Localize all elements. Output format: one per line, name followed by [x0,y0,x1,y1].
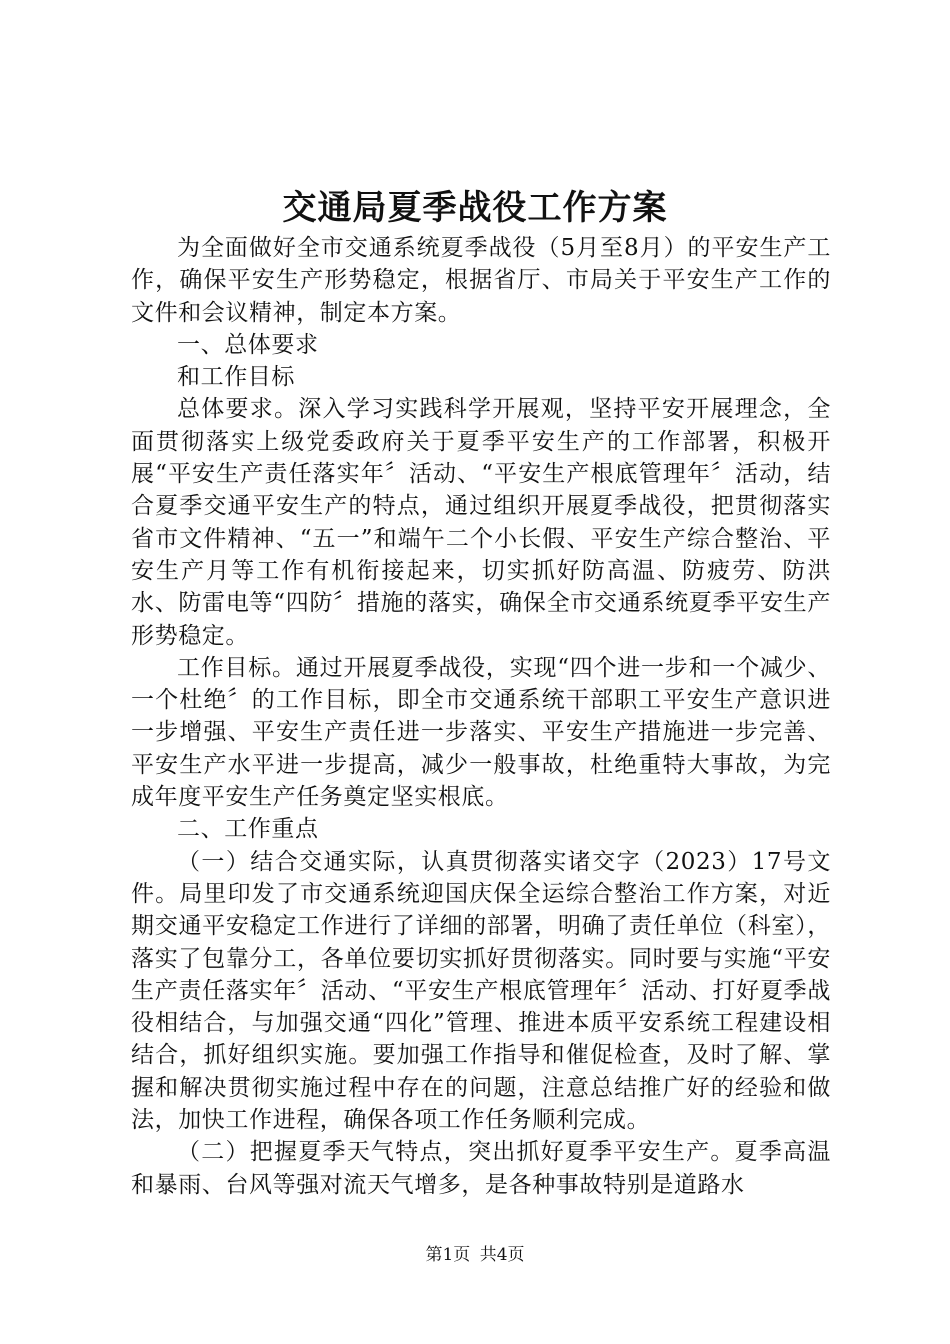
document-body [131,232,831,1201]
paragraph-focus-one: （一）结合交通实际，认真贯彻落实诸交字（2023）17号文件。局里印发了市交通系统迎国庆保全运综合整治工作方案，对近期交通平安稳定工作进行了详细的部署，明确了责任单位（科室），落实了包靠分工，各单位要切实抓好贯彻落实。同时要与实施“平安生产责任落实年〞活动、“平安生产根底管理年〞活动、打好夏季战役相结合，与加强交通“四化”管理、推进本质平安系统工程建设相结合，抓好组织实施。要加强工作指导和催促检查，及时了解、掌握和解决贯彻实施过程中存在的问题，注意总结推广好的经验和做法，加快工作进程，确保各项工作任务顺利完成。 [131,848,831,1134]
paragraph-general-requirements: 总体要求。深入学习实践科学开展观，坚持平安开展理念，全面贯彻落实上级党委政府关于夏季平安生产的工作部署，积极开展“平安生产责任落实年〞活动、“平安生产根底管理年〞活动，结合夏季交通平安生产的特点，通过组织开展夏季战役，把贯彻落实省市文件精神、“五一”和端午二个小长假、平安生产综合整治、平安生产月等工作有机衔接起来，切实抓好防高温、防疲劳、防洪水、防雷电等“四防〞措施的落实，确保全市交通系统夏季平安生产形势稳定。 [131,396,831,649]
document-title: 交通局夏季战役工作方案 [282,188,668,228]
page-footer [0,1244,950,1266]
heading-work-focus: 二、工作重点 [177,816,319,843]
paragraph-work-goals: 工作目标。通过开展夏季战役，实现“四个进一步和一个减少、一个杜绝〞的工作目标，即全市交通系统干部职工平安生产意识进一步增强、平安生产责任进一步落实、平安生产措施进一步完善、平安生产水平进一步提高，减少一般事故，杜绝重特大事故，为完成年度平安生产任务奠定坚实根底。 [131,654,831,811]
page-number: 第1页 [425,1245,471,1265]
paragraph-focus-two: （二）把握夏季天气特点，突出抓好夏季平安生产。夏季高温和暴雨、台风等强对流天气增多，是各种事故特别是道路水 [131,1139,831,1198]
page-total: 共4页 [479,1245,525,1265]
heading-general-requirements: 一、总体要求 [177,331,319,358]
paragraph-intro: 为全面做好全市交通系统夏季战役（5月至8月）的平安生产工作，确保平安生产形势稳定，根据省厅、市局关于平安生产工作的文件和会议精神，制定本方案。 [131,235,831,326]
heading-work-goals: 和工作目标 [177,364,295,391]
